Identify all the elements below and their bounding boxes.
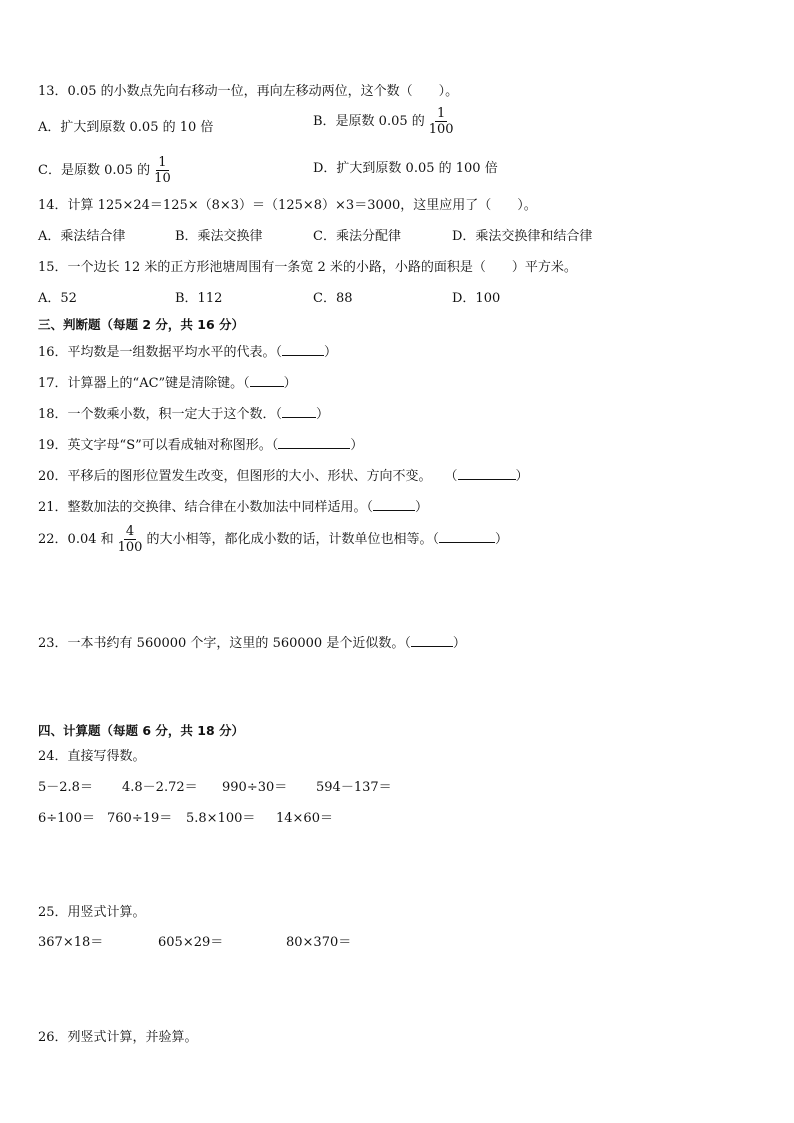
q22-end: ）: [494, 532, 508, 547]
q17-text: 17．计算器上的“AC”键是清除键。（: [38, 376, 250, 391]
q25-item: 367×18＝: [38, 935, 104, 950]
q15-option-a: A．52: [38, 291, 77, 306]
q14-stem: 14．计算 125×24＝125×（8×3）＝（125×8）×3＝3000，这里应用了（ ）。: [38, 198, 537, 213]
q23: [38, 634, 466, 653]
q19-text: 19．英文字母“S”可以看成轴对称图形。（: [38, 438, 279, 453]
answer-blank[interactable]: [278, 436, 350, 449]
q15-stem: 15．一个边长 12 米的正方形池塘周围有一条宽 2 米的小路，小路的面积是（ ）平方米。: [38, 260, 577, 275]
q24-item: 6÷100＝: [38, 811, 95, 826]
answer-blank[interactable]: [439, 530, 495, 543]
q16-text: 16．平均数是一组数据平均水平的代表。（: [38, 345, 283, 360]
q13-option-b-text: B．是原数 0.05 的: [313, 114, 425, 129]
q24-item: 14×60＝: [276, 811, 333, 826]
q24-item: 5.8×100＝: [186, 811, 256, 826]
q15-option-b: B．112: [175, 291, 223, 306]
q26-stem: 26．列竖式计算，并验算。: [38, 1030, 198, 1045]
q14-option-c: C．乘法分配律: [313, 229, 401, 244]
q25-stem: 25．用竖式计算。: [38, 905, 146, 920]
q20: [38, 467, 529, 486]
q16-end: ）: [324, 345, 338, 360]
q14-option-b: B．乘法交换律: [175, 229, 263, 244]
q24-item: 5－2.8＝: [38, 780, 93, 795]
q21-text: 21．整数加法的交换律、结合律在小数加法中同样适用。（: [38, 500, 374, 515]
q13-stem: 13．0.05 的小数点先向右移动一位，再向左移动两位，这个数（ ）。: [38, 84, 459, 99]
q15-option-c: C．88: [313, 291, 353, 306]
q21-end: ）: [415, 500, 429, 515]
q13-option-a: A．扩大到原数 0.05 的 10 倍: [38, 120, 214, 135]
q14-option-a: A．乘法结合律: [38, 229, 126, 244]
q20-end: ）: [515, 469, 529, 484]
section-title-calculation: 四、计算题（每题 6 分，共 18 分）: [38, 723, 245, 738]
q13-option-b: [313, 106, 458, 137]
q18-text: 18．一个数乘小数，积一定大于这个数．（: [38, 407, 283, 422]
q18-end: ）: [316, 407, 330, 422]
q24-item: 760÷19＝: [107, 811, 173, 826]
fraction-numerator: 4: [125, 524, 135, 539]
answer-blank[interactable]: [282, 405, 316, 418]
answer-blank[interactable]: [282, 343, 324, 356]
fraction-numerator: 1: [437, 106, 446, 121]
q25-item: 80×370＝: [286, 935, 352, 950]
q24-item: 4.8－2.72＝: [122, 780, 198, 795]
answer-blank[interactable]: [250, 374, 284, 387]
q21: [38, 498, 428, 517]
q19: [38, 436, 363, 455]
q13-option-d: D．扩大到原数 0.05 的 100 倍: [313, 161, 498, 176]
q23-end: ）: [452, 636, 466, 651]
q13-option-c: [38, 155, 175, 186]
q24-item: 594－137＝: [316, 780, 392, 795]
q18: [38, 405, 329, 424]
q24-item: 990÷30＝: [222, 780, 288, 795]
section-title-judgement: 三、判断题（每题 2 分，共 16 分）: [38, 317, 245, 332]
q17: [38, 374, 297, 393]
q13-option-c-text: C．是原数 0.05 的: [38, 163, 151, 178]
fraction: [116, 524, 145, 555]
q17-end: ）: [283, 376, 297, 391]
answer-blank[interactable]: [458, 467, 516, 480]
q16: [38, 343, 337, 362]
q19-end: ）: [350, 438, 364, 453]
answer-blank[interactable]: [411, 634, 453, 647]
q24-stem: 24．直接写得数。: [38, 749, 146, 764]
fraction-denominator: 100: [117, 540, 143, 555]
q23-text: 23．一本书约有 560000 个字，这里的 560000 是个近似数。（: [38, 636, 411, 651]
answer-blank[interactable]: [373, 498, 415, 511]
fraction-denominator: 100: [428, 122, 454, 137]
q25-item: 605×29＝: [158, 935, 224, 950]
q15-option-d: D．100: [452, 291, 501, 306]
fraction-numerator: 1: [158, 155, 167, 170]
q20-text: 20．平移后的图形位置发生改变，但图形的大小、形状、方向不变。 （: [38, 469, 458, 484]
q22-pre: 22．0.04 和: [38, 532, 114, 547]
fraction: [427, 106, 456, 137]
fraction-denominator: 10: [154, 171, 171, 186]
q22: [38, 524, 508, 555]
q22-post: 的大小相等，都化成小数的话，计数单位也相等。（: [146, 532, 439, 547]
q14-option-d: D．乘法交换律和结合律: [452, 229, 593, 244]
fraction: [152, 155, 173, 186]
